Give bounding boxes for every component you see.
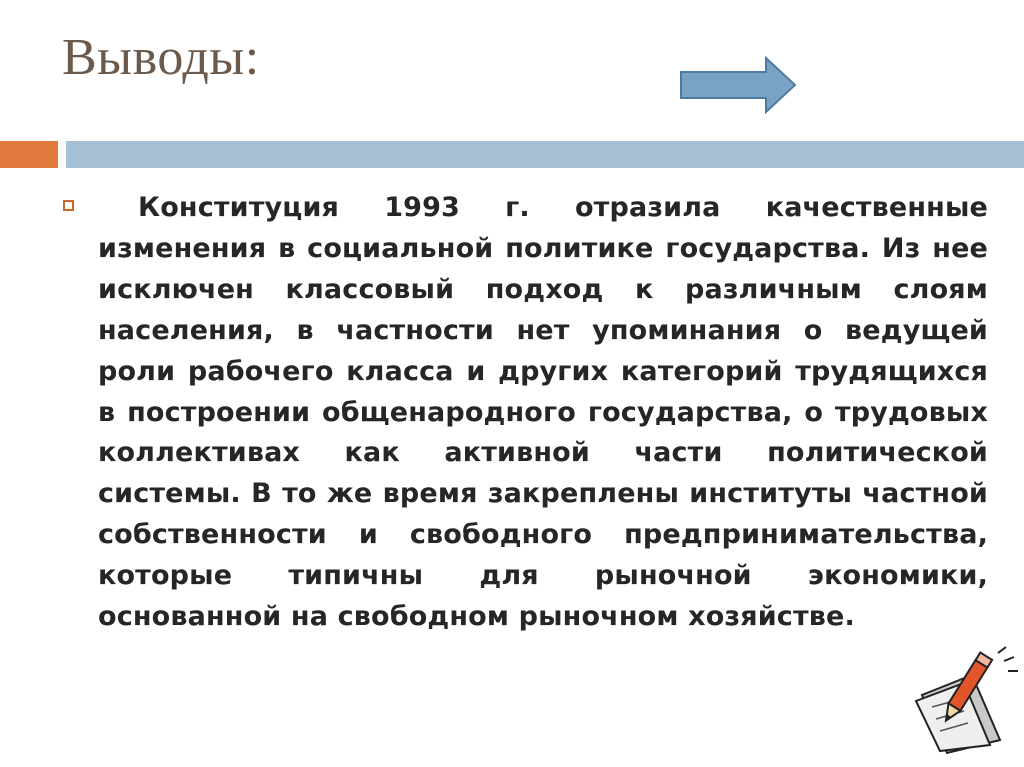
- right-arrow-icon: [678, 55, 798, 115]
- accent-bar-orange: [0, 141, 58, 168]
- slide-title: Выводы:: [62, 29, 260, 86]
- hollow-square-bullet-icon: [63, 200, 74, 211]
- body-paragraph: Конституция 1993 г. отразила качественные изменения в социальной политике государства. Из нее исключен классовый подход к различным слоям населения, в частности нет упоминания о ведущей роли рабочего класса и других категорий трудящихся в построении общенародного государства, о трудовых коллективах как активной части политической системы. В то же время закреплены институты частной собственности и свободного предпринимательства, которые типичны для рыночной экономики, основанной на свободном рыночном хозяйстве.: [98, 192, 988, 633]
- pencil-paper-clipart-icon: [912, 645, 1022, 755]
- accent-bar-blue: [66, 141, 1024, 168]
